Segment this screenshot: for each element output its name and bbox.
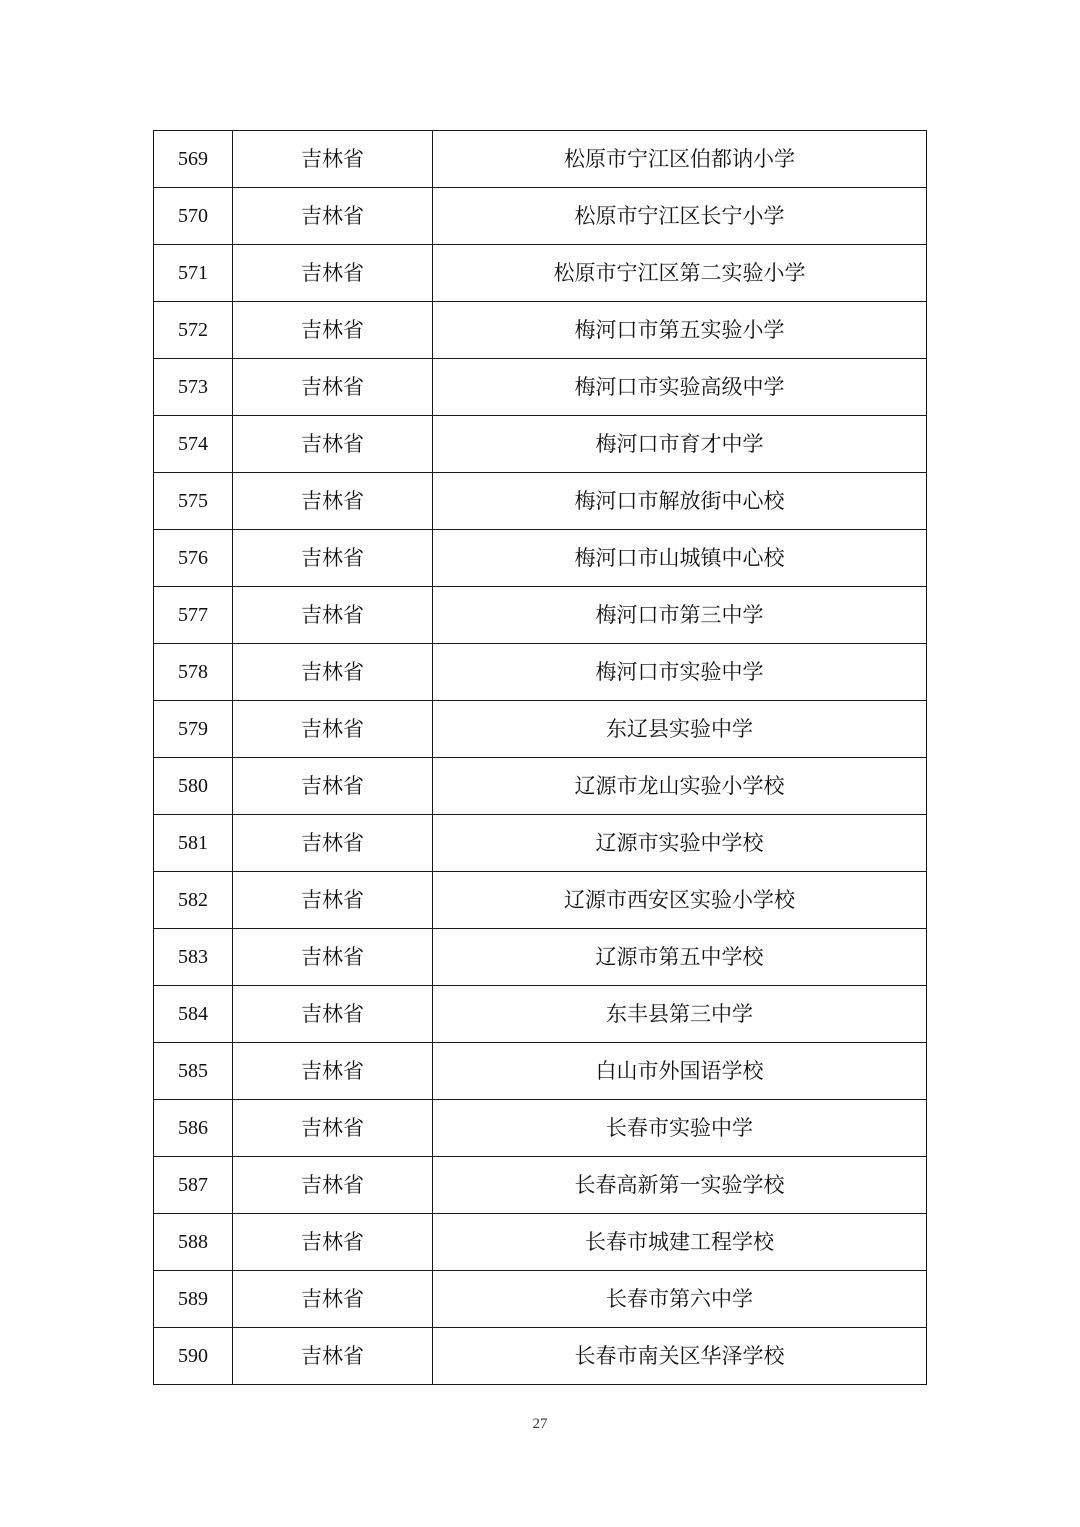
row-number-cell: 577 [154, 587, 233, 644]
school-name-cell: 东辽县实验中学 [433, 701, 927, 758]
table-row [154, 416, 927, 473]
row-number-cell: 578 [154, 644, 233, 701]
table-row [154, 587, 927, 644]
school-name-cell: 松原市宁江区伯都讷小学 [433, 131, 927, 188]
table-row [154, 758, 927, 815]
province-cell: 吉林省 [233, 188, 433, 245]
school-name-cell: 梅河口市实验中学 [433, 644, 927, 701]
province-cell: 吉林省 [233, 473, 433, 530]
table-row [154, 188, 927, 245]
table-row [154, 929, 927, 986]
school-name-cell: 梅河口市山城镇中心校 [433, 530, 927, 587]
row-number-cell: 575 [154, 473, 233, 530]
province-cell: 吉林省 [233, 701, 433, 758]
school-name-cell: 松原市宁江区长宁小学 [433, 188, 927, 245]
province-cell: 吉林省 [233, 587, 433, 644]
province-cell: 吉林省 [233, 1157, 433, 1214]
row-number-cell: 582 [154, 872, 233, 929]
row-number-cell: 588 [154, 1214, 233, 1271]
province-cell: 吉林省 [233, 644, 433, 701]
row-number-cell: 572 [154, 302, 233, 359]
table-row [154, 131, 927, 188]
table-row [154, 1157, 927, 1214]
province-cell: 吉林省 [233, 359, 433, 416]
province-cell: 吉林省 [233, 416, 433, 473]
row-number-cell: 584 [154, 986, 233, 1043]
province-cell: 吉林省 [233, 131, 433, 188]
row-number-cell: 590 [154, 1328, 233, 1385]
school-name-cell: 梅河口市实验高级中学 [433, 359, 927, 416]
table-row [154, 473, 927, 530]
school-name-cell: 辽源市西安区实验小学校 [433, 872, 927, 929]
school-name-cell: 白山市外国语学校 [433, 1043, 927, 1100]
school-list-table [153, 130, 927, 1385]
province-cell: 吉林省 [233, 245, 433, 302]
row-number-cell: 583 [154, 929, 233, 986]
province-cell: 吉林省 [233, 1328, 433, 1385]
row-number-cell: 571 [154, 245, 233, 302]
row-number-cell: 576 [154, 530, 233, 587]
province-cell: 吉林省 [233, 1271, 433, 1328]
row-number-cell: 585 [154, 1043, 233, 1100]
row-number-cell: 586 [154, 1100, 233, 1157]
school-name-cell: 梅河口市第五实验小学 [433, 302, 927, 359]
table-body [154, 131, 927, 1385]
school-name-cell: 梅河口市第三中学 [433, 587, 927, 644]
table-row [154, 701, 927, 758]
province-cell: 吉林省 [233, 929, 433, 986]
school-name-cell: 东丰县第三中学 [433, 986, 927, 1043]
row-number-cell: 589 [154, 1271, 233, 1328]
table-row [154, 245, 927, 302]
table-row [154, 644, 927, 701]
province-cell: 吉林省 [233, 1100, 433, 1157]
row-number-cell: 579 [154, 701, 233, 758]
province-cell: 吉林省 [233, 530, 433, 587]
table-row [154, 530, 927, 587]
row-number-cell: 570 [154, 188, 233, 245]
school-name-cell: 长春市实验中学 [433, 1100, 927, 1157]
province-cell: 吉林省 [233, 758, 433, 815]
province-cell: 吉林省 [233, 1043, 433, 1100]
province-cell: 吉林省 [233, 302, 433, 359]
school-name-cell: 辽源市龙山实验小学校 [433, 758, 927, 815]
row-number-cell: 587 [154, 1157, 233, 1214]
province-cell: 吉林省 [233, 815, 433, 872]
row-number-cell: 581 [154, 815, 233, 872]
province-cell: 吉林省 [233, 986, 433, 1043]
row-number-cell: 573 [154, 359, 233, 416]
school-name-cell: 辽源市第五中学校 [433, 929, 927, 986]
school-name-cell: 长春市南关区华泽学校 [433, 1328, 927, 1385]
school-name-cell: 长春市城建工程学校 [433, 1214, 927, 1271]
school-name-cell: 松原市宁江区第二实验小学 [433, 245, 927, 302]
table-row [154, 1271, 927, 1328]
table-row [154, 815, 927, 872]
school-name-cell: 梅河口市解放街中心校 [433, 473, 927, 530]
page-number: 27 [532, 1416, 548, 1432]
table-row [154, 1100, 927, 1157]
table-row [154, 1043, 927, 1100]
province-cell: 吉林省 [233, 1214, 433, 1271]
table-row [154, 1214, 927, 1271]
row-number-cell: 574 [154, 416, 233, 473]
table-row [154, 1328, 927, 1385]
row-number-cell: 569 [154, 131, 233, 188]
province-cell: 吉林省 [233, 872, 433, 929]
school-name-cell: 长春高新第一实验学校 [433, 1157, 927, 1214]
row-number-cell: 580 [154, 758, 233, 815]
school-name-cell: 辽源市实验中学校 [433, 815, 927, 872]
table-row [154, 872, 927, 929]
table-row [154, 986, 927, 1043]
table-row [154, 302, 927, 359]
school-name-cell: 梅河口市育才中学 [433, 416, 927, 473]
table-row [154, 359, 927, 416]
school-name-cell: 长春市第六中学 [433, 1271, 927, 1328]
